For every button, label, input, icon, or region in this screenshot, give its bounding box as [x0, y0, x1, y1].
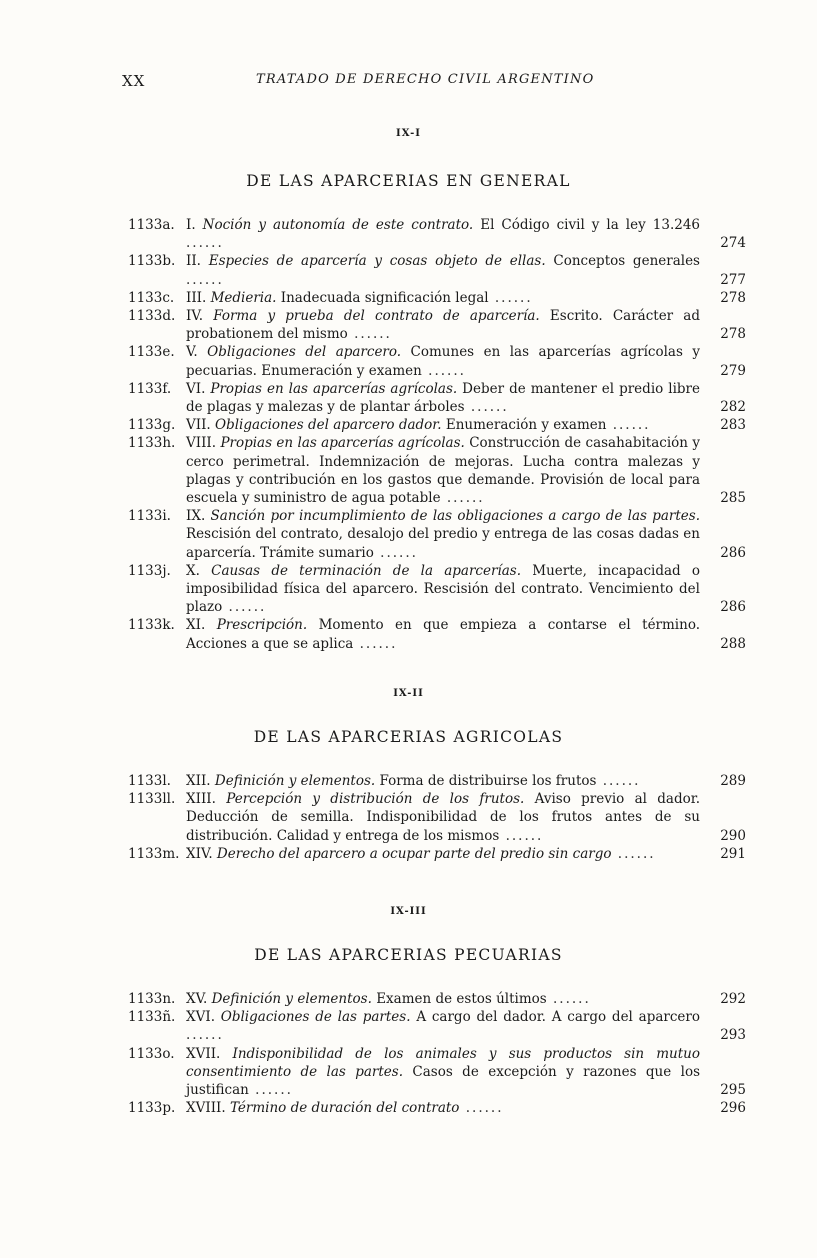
leader-dots: ......	[440, 490, 485, 507]
page-number: 274	[720, 235, 746, 252]
page-number: 289	[720, 773, 746, 789]
leader-dots: ......	[347, 326, 392, 343]
section-number: IX-I	[396, 128, 421, 139]
paragraph-code: 1133m.	[128, 845, 180, 862]
paragraph-code: 1133f.	[128, 380, 172, 397]
chapter-roman-numeral: XVIII.	[186, 1100, 226, 1117]
paragraph-code: 1133c.	[128, 289, 175, 306]
page-folio: XX	[122, 72, 146, 90]
toc-entry	[128, 1045, 746, 1100]
running-title: TRATADO DE DERECHO CIVIL ARGENTINO	[256, 72, 595, 87]
page-number: 293	[720, 1027, 746, 1044]
page-number: 285	[720, 490, 746, 507]
page-number: 286	[720, 599, 746, 616]
entry-description: Construcción de casahabitación y cerco perimetral. Indemnización de mejoras. Lucha contra malezas y plagas y contribución en los gastos que demande. Provisión de local para escuela y suministro de agua potable	[186, 435, 700, 507]
entry-heading: Percepción y distribución de los frutos.	[226, 791, 525, 808]
page-number: 278	[720, 326, 746, 343]
entry-description: Aviso previo al dador. Deducción de semilla. Indisponibilidad de los frutos antes de su distribución. Calidad y entrega de los mismos	[186, 791, 701, 844]
entry-text	[186, 990, 700, 1008]
toc-entry	[128, 252, 746, 288]
chapter-roman-numeral: III.	[186, 289, 207, 306]
chapter-roman-numeral: V.	[186, 344, 198, 361]
page-number: 277	[720, 271, 746, 288]
chapter-roman-numeral: II.	[186, 253, 201, 270]
entry-text	[186, 562, 700, 617]
section-number: IX-II	[393, 688, 424, 699]
page-number: 295	[720, 1082, 746, 1099]
leader-dots: ......	[421, 362, 466, 379]
page-number: 288	[720, 635, 746, 652]
entry-heading: Noción y autonomía de este contrato.	[202, 217, 474, 233]
page-number: 282	[720, 399, 746, 416]
paragraph-code: 1133o.	[128, 1045, 175, 1062]
page-number: 283	[720, 417, 746, 434]
toc-entry	[128, 562, 746, 617]
toc-entry	[128, 434, 746, 507]
leader-dots: ......	[606, 417, 651, 434]
entry-text	[186, 216, 700, 252]
entry-description: Muerte, incapacidad o imposibilidad física del aparcero. Rescisión del contrato. Vencimiento del plazo	[186, 562, 700, 616]
paragraph-code: 1133b.	[128, 253, 176, 270]
page-number: 291	[720, 845, 746, 862]
toc-entry	[128, 1008, 746, 1044]
chapter-roman-numeral: XVI.	[186, 1009, 215, 1026]
entry-heading: Prescripción.	[216, 617, 308, 634]
leader-dots: ......	[459, 1100, 504, 1117]
entry-text	[186, 772, 700, 790]
entry-text	[186, 289, 700, 307]
toc-entry	[128, 616, 746, 652]
toc-entry	[128, 289, 746, 307]
paragraph-code: 1133i.	[128, 508, 171, 525]
toc-section-entries	[128, 990, 746, 1117]
entry-heading: Sanción por incumplimiento de las obligaciones a cargo de las partes.	[210, 508, 700, 525]
page-number: 296	[720, 1100, 746, 1117]
toc-entry	[128, 1099, 746, 1117]
paragraph-code: 1133p.	[128, 1100, 176, 1117]
entry-description: El Código civil y la ley 13.246	[480, 217, 700, 233]
entry-text	[186, 790, 700, 845]
leader-dots: ......	[186, 1027, 224, 1044]
entry-heading: Propias en las aparcerías agrícolas.	[220, 435, 465, 452]
entry-heading: Definición y elementos.	[211, 991, 372, 1007]
entry-description: Rescisión del contrato, desalojo del predio y entrega de las cosas dadas en aparcería. Trámite sumario	[186, 526, 700, 561]
paragraph-code: 1133ll.	[128, 791, 176, 808]
entry-description: Comunes en las aparcerías agrícolas y pecuarias. Enumeración y examen	[186, 344, 700, 379]
chapter-roman-numeral: IV.	[186, 308, 204, 325]
page-number: 292	[720, 991, 746, 1007]
entry-text	[186, 307, 700, 343]
entry-heading: Obligaciones del aparcero dador.	[215, 417, 442, 434]
entry-description: Inadecuada significación legal	[280, 289, 489, 306]
entry-description: Enumeración y examen	[445, 417, 607, 434]
chapter-roman-numeral: XI.	[186, 617, 206, 634]
entry-text	[186, 343, 700, 379]
entry-description: Examen de estos últimos	[376, 991, 547, 1007]
paragraph-code: 1133j.	[128, 562, 171, 579]
entry-text	[186, 416, 700, 434]
entry-heading: Definición y elementos.	[214, 773, 376, 789]
section-title: DE LAS APARCERIAS PECUARIAS	[254, 946, 563, 964]
section-number: IX-III	[390, 906, 427, 917]
entry-description: Deber de mantener el predio libre de plagas y malezas y de plantar árboles	[186, 380, 700, 416]
entry-text	[186, 616, 700, 652]
toc-entry	[128, 380, 746, 416]
chapter-roman-numeral: XV.	[186, 991, 208, 1007]
leader-dots: ......	[464, 399, 509, 416]
toc-entry	[128, 845, 746, 863]
chapter-roman-numeral: XVII.	[186, 1045, 221, 1062]
chapter-roman-numeral: VI.	[186, 380, 206, 397]
page-number: 286	[720, 544, 746, 561]
toc-entry	[128, 343, 746, 379]
entry-heading: Especies de aparcería y cosas objeto de ellas.	[208, 253, 546, 270]
entry-text	[186, 845, 700, 863]
chapter-roman-numeral: XII.	[186, 773, 211, 789]
toc-section-entries	[128, 772, 746, 863]
chapter-roman-numeral: XIV.	[186, 845, 213, 862]
entry-heading: Forma y prueba del contrato de aparcería.	[213, 308, 540, 325]
paragraph-code: 1133l.	[128, 773, 171, 789]
chapter-roman-numeral: VII.	[186, 417, 211, 434]
paragraph-code: 1133k.	[128, 617, 175, 634]
entry-heading: Indisponibilidad de los animales y sus productos sin mutuo consentimiento de las partes.	[186, 1045, 700, 1080]
leader-dots: ......	[353, 635, 398, 652]
toc-entry	[128, 507, 746, 562]
entry-text	[186, 1045, 700, 1100]
entry-text	[186, 434, 700, 507]
leader-dots: ......	[546, 991, 591, 1007]
toc-entry	[128, 307, 746, 343]
section-title: DE LAS APARCERIAS AGRICOLAS	[253, 728, 564, 746]
entry-text	[186, 507, 700, 562]
entry-description: Casos de excepción y razones que los justifican	[186, 1063, 701, 1099]
toc-entry	[128, 990, 746, 1008]
chapter-roman-numeral: XIII.	[186, 791, 216, 808]
entry-heading: Término de duración del contrato	[229, 1100, 460, 1117]
paragraph-code: 1133h.	[128, 435, 176, 452]
leader-dots: ......	[488, 289, 533, 306]
entry-text	[186, 252, 700, 288]
entry-heading: Medieria.	[210, 289, 277, 306]
entry-description: Momento en que empieza a contarse el término. Acciones a que se aplica	[186, 617, 701, 652]
chapter-roman-numeral: I.	[186, 217, 196, 233]
paragraph-code: 1133ñ.	[128, 1009, 176, 1026]
paragraph-code: 1133a.	[128, 217, 175, 233]
entry-description: Conceptos generales	[553, 253, 700, 270]
leader-dots: ......	[373, 544, 418, 561]
page-number: 278	[720, 289, 746, 306]
toc-entry	[128, 790, 746, 845]
entry-heading: Propias en las aparcerías agrícolas.	[210, 380, 458, 397]
toc-section-entries	[128, 216, 746, 653]
leader-dots: ......	[186, 235, 224, 252]
leader-dots: ......	[248, 1082, 293, 1099]
leader-dots: ......	[596, 773, 641, 789]
entry-heading: Derecho del aparcero a ocupar parte del predio sin cargo	[216, 845, 612, 862]
leader-dots: ......	[186, 271, 224, 288]
entry-heading: Obligaciones del aparcero.	[207, 344, 402, 361]
page-number: 279	[720, 362, 746, 379]
page-number: 290	[720, 827, 746, 844]
entry-heading: Obligaciones de las partes.	[220, 1009, 411, 1026]
section-title: DE LAS APARCERIAS EN GENERAL	[246, 172, 571, 190]
entry-description: Escrito. Carácter ad probationem del mismo	[186, 308, 700, 343]
paragraph-code: 1133n.	[128, 991, 176, 1007]
leader-dots: ......	[499, 827, 544, 844]
entry-text	[186, 380, 700, 416]
chapter-roman-numeral: VIII.	[186, 435, 217, 452]
chapter-roman-numeral: X.	[186, 562, 200, 579]
entry-text	[186, 1008, 700, 1044]
toc-entry	[128, 216, 746, 252]
leader-dots: ......	[611, 845, 656, 862]
leader-dots: ......	[222, 599, 267, 616]
toc-entry	[128, 772, 746, 790]
entry-description: A cargo del dador. A cargo del aparcero	[416, 1009, 700, 1026]
entry-description: Forma de distribuirse los frutos	[379, 773, 597, 789]
toc-entry	[128, 416, 746, 434]
paragraph-code: 1133g.	[128, 417, 176, 434]
paragraph-code: 1133e.	[128, 344, 175, 361]
paragraph-code: 1133d.	[128, 308, 176, 325]
entry-text	[186, 1099, 700, 1117]
chapter-roman-numeral: IX.	[186, 508, 206, 525]
entry-heading: Causas de terminación de la aparcerías.	[211, 562, 522, 579]
